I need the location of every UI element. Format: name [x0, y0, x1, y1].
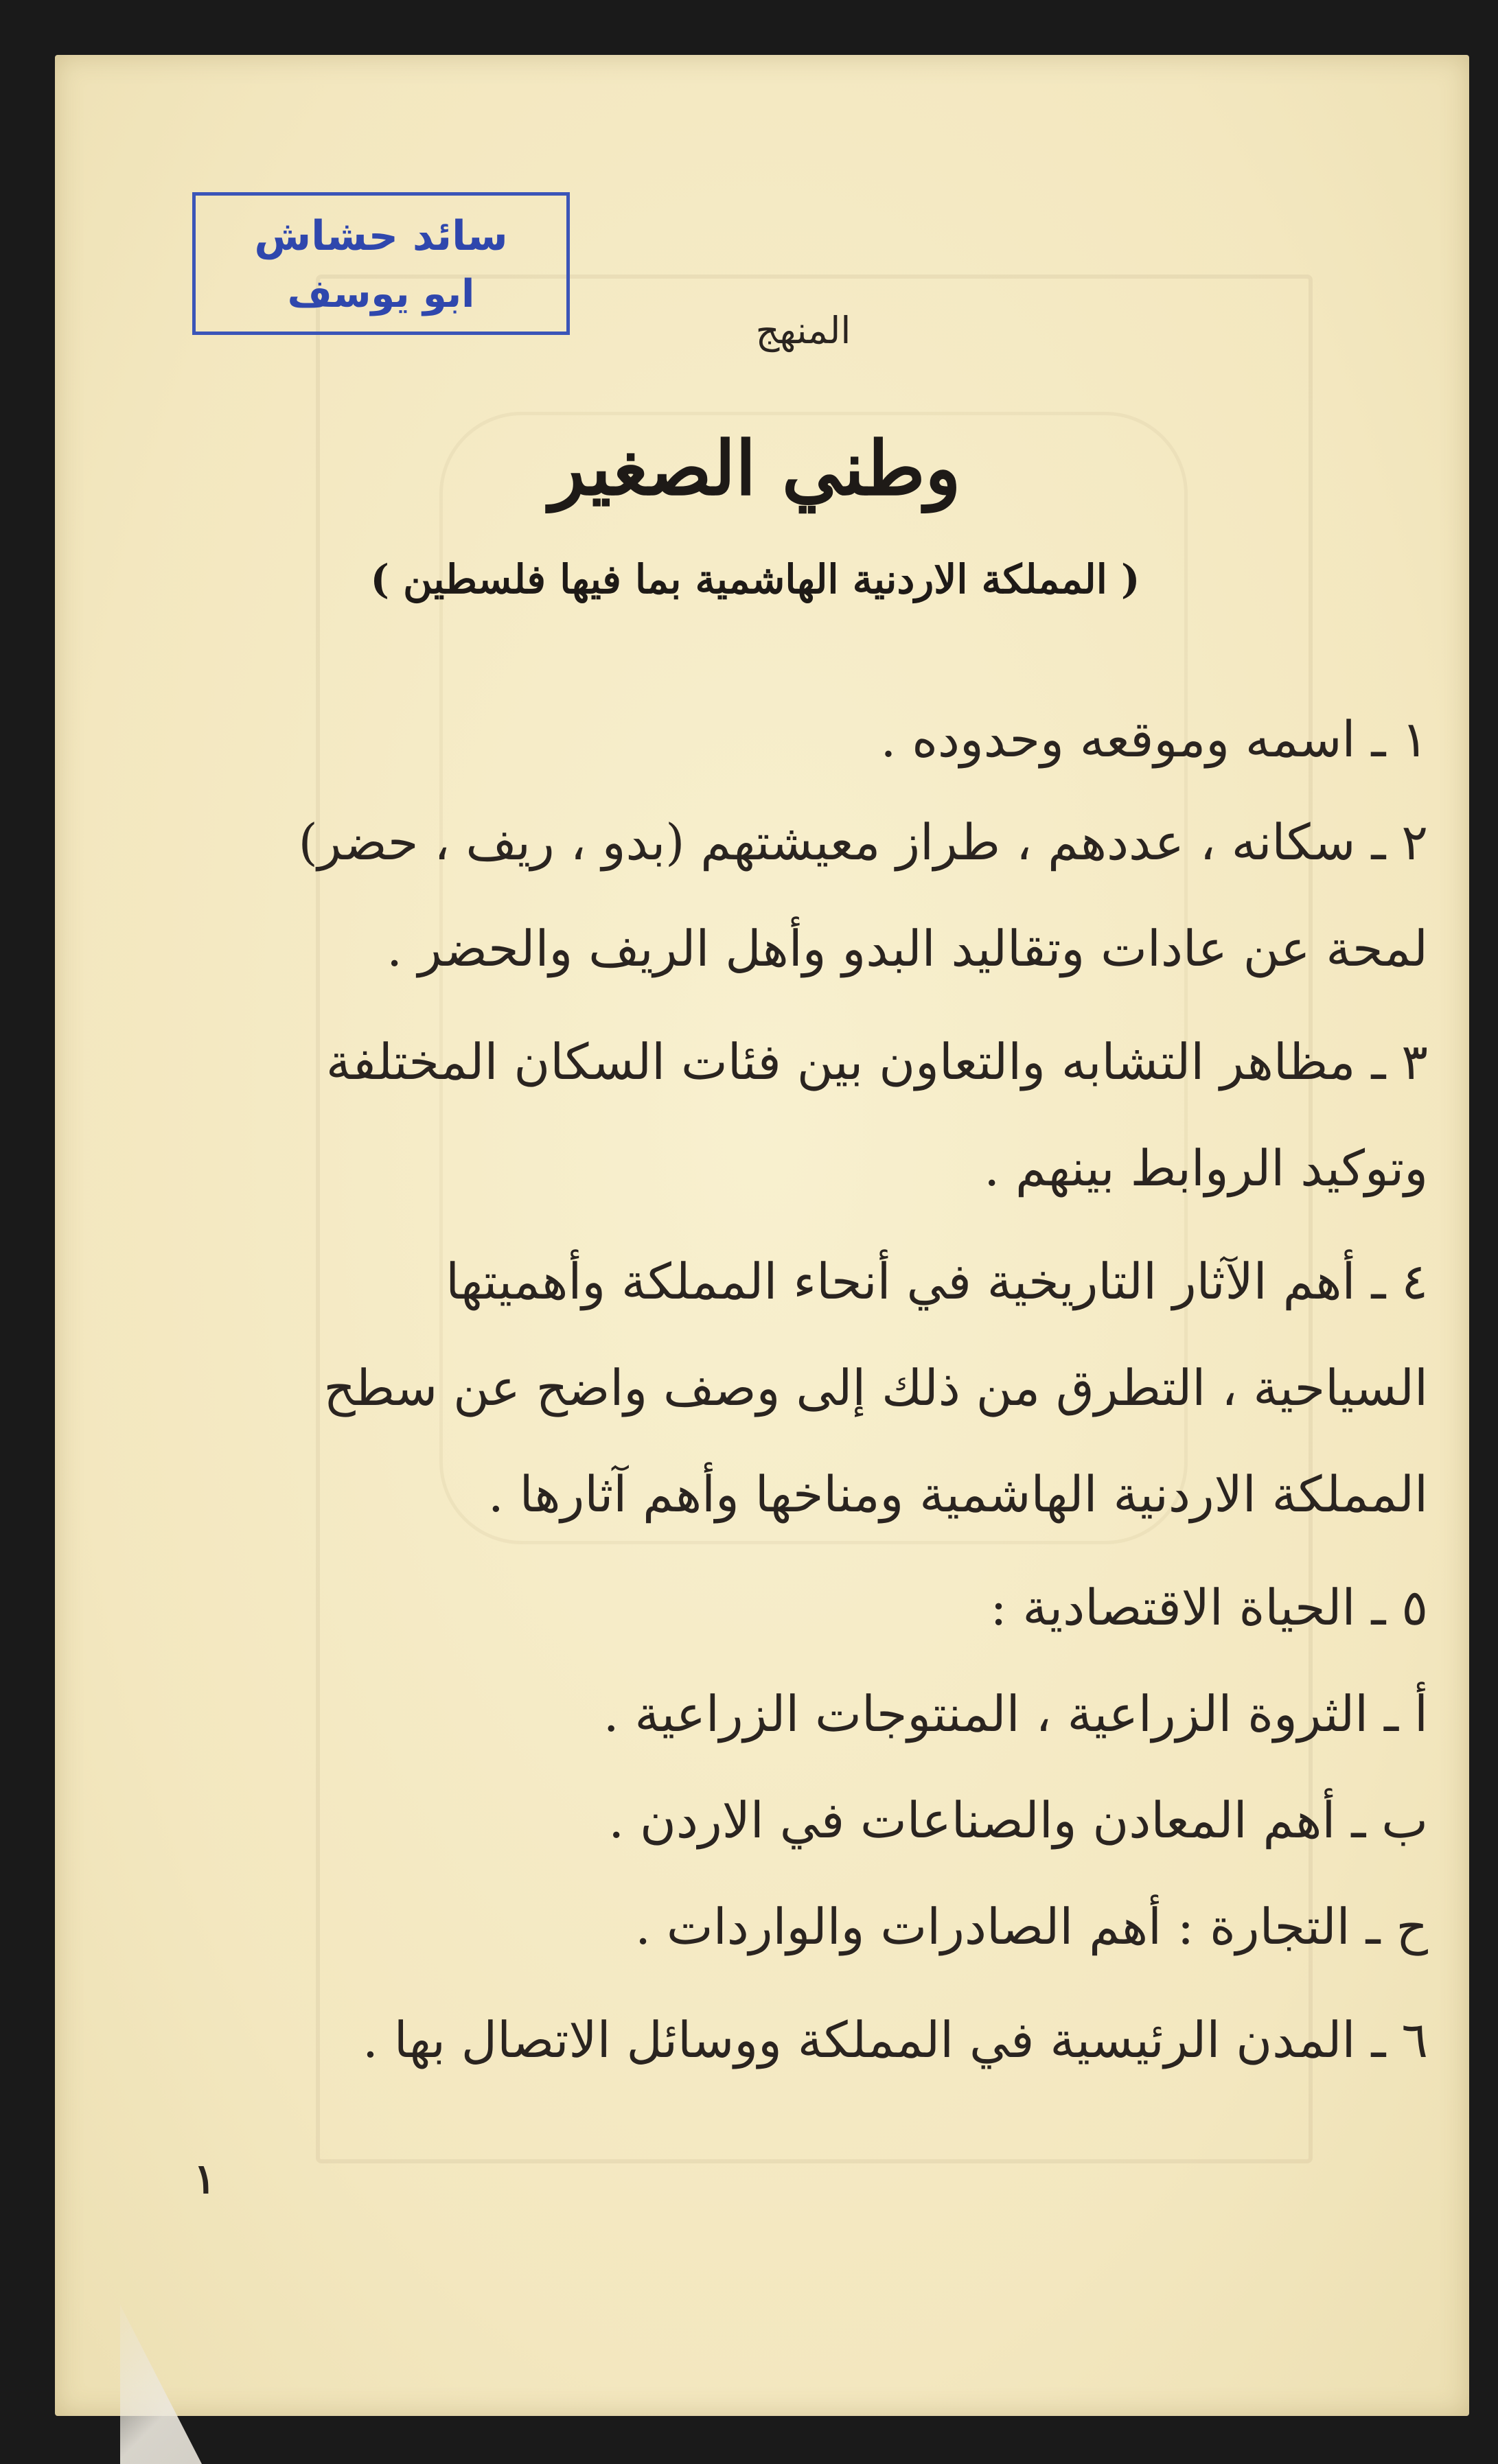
list-item: ٤ ـ أهم الآثار التاريخية في أنحاء المملكة وأهميتها — [446, 1253, 1428, 1310]
list-item: ١ ـ اسمه وموقعه وحدوده . — [880, 710, 1428, 768]
page-title: وطني الصغير — [549, 426, 961, 512]
list-item: المملكة الاردنية الهاشمية ومناخها وأهم آثارها . — [487, 1465, 1428, 1523]
list-item: ٣ ـ مظاهر التشابه والتعاون بين فئات السكان المختلفة — [325, 1033, 1428, 1091]
list-item: ٦ ـ المدن الرئيسية في المملكة ووسائل الاتصال بها . — [362, 2011, 1428, 2069]
list-item: ح ـ التجارة : أهم الصادرات والواردات . — [635, 1898, 1428, 1955]
stamp-name: سائد حشاش — [254, 212, 508, 260]
list-item: ٥ ـ الحياة الاقتصادية : — [990, 1579, 1428, 1636]
curriculum-list — [192, 710, 1428, 2124]
list-item: وتوكيد الروابط بينهم . — [984, 1139, 1428, 1197]
list-item: ٢ ـ سكانه ، عددهم ، طراز معيشتهم (بدو ، ريف ، حضر) — [298, 813, 1428, 871]
owner-stamp — [192, 192, 570, 335]
list-item: ب ـ أهم المعادن والصناعات في الاردن . — [608, 1791, 1428, 1849]
list-item: السياحية ، التطرق من ذلك إلى وصف واضح عن سطح — [323, 1359, 1428, 1417]
list-item: أ ـ الثروة الزراعية ، المنتوجات الزراعية . — [603, 1685, 1428, 1743]
section-label: المنهج — [755, 309, 851, 352]
worn-corner — [120, 2265, 354, 2464]
page-subtitle: ( المملكة الاردنية الهاشمية بما فيها فلسطين ) — [370, 556, 1140, 603]
list-item: لمحة عن عادات وتقاليد البدو وأهل الريف والحضر . — [387, 920, 1428, 977]
page-number: ١ — [194, 2155, 216, 2203]
stamp-nickname: ابو يوسف — [287, 272, 475, 316]
